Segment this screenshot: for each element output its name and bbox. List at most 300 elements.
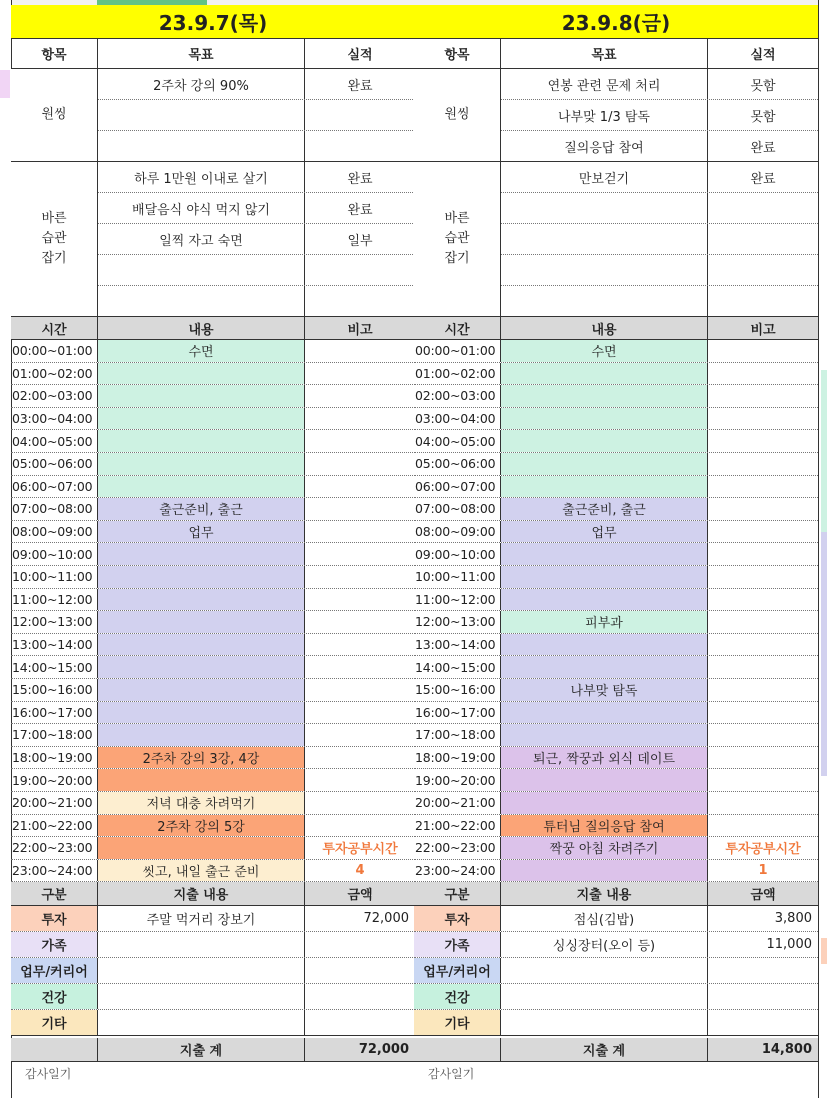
schedule-note-cell[interactable] <box>305 476 415 498</box>
header-goal[interactable]: 목표 <box>501 38 708 68</box>
schedule-content-cell[interactable] <box>501 453 708 475</box>
schedule-content-cell[interactable]: 2주차 강의 3강, 4강 <box>98 747 305 769</box>
time-cell[interactable]: 21:00~22:00 <box>414 815 501 837</box>
schedule-row <box>414 521 818 544</box>
schedule-content-cell[interactable] <box>501 589 708 611</box>
schedule-note-cell[interactable] <box>708 521 818 543</box>
schedule-row <box>11 815 415 838</box>
result-cell[interactable]: 못함 <box>750 78 776 94</box>
schedule-note-cell[interactable] <box>708 408 818 430</box>
result-cell[interactable] <box>305 100 415 130</box>
time-cell[interactable]: 01:00~02:00 <box>414 363 501 385</box>
time-cell[interactable]: 22:00~23:00 <box>11 837 98 859</box>
time-cell[interactable]: 17:00~18:00 <box>11 724 98 746</box>
schedule-row <box>414 589 818 612</box>
schedule-row <box>414 815 818 838</box>
schedule-content-cell[interactable] <box>98 702 305 724</box>
goal-category-label: 바른 습관 잡기 <box>41 211 67 266</box>
expense-category-cell[interactable]: 기타 <box>414 1010 501 1035</box>
schedule-content-cell[interactable]: 출근준비, 출근 <box>98 498 305 520</box>
schedule-content-cell[interactable] <box>501 634 708 656</box>
total-amount[interactable]: 72,000 <box>358 1042 409 1057</box>
schedule-content-cell[interactable] <box>98 769 305 791</box>
schedule-content-cell[interactable] <box>501 476 708 498</box>
schedule-content-cell[interactable] <box>501 543 708 565</box>
schedule-row <box>11 430 415 453</box>
schedule-note-cell[interactable] <box>305 656 415 678</box>
expense-amount-cell[interactable] <box>305 1010 415 1035</box>
schedule-content-cell[interactable] <box>501 363 708 385</box>
header-time[interactable]: 시간 <box>414 317 501 339</box>
time-cell[interactable]: 18:00~19:00 <box>11 747 98 769</box>
total-row <box>11 1038 415 1062</box>
header-item[interactable]: 항목 <box>11 38 98 68</box>
goal-cell[interactable]: 질의응답 참여 <box>501 131 708 161</box>
expense-amount-cell[interactable] <box>305 984 415 1009</box>
schedule-row <box>11 611 415 634</box>
expense-amount-cell[interactable]: 3,800 <box>774 911 812 926</box>
schedule-note-cell[interactable] <box>305 363 415 385</box>
schedule-content-cell[interactable] <box>98 430 305 452</box>
time-cell[interactable]: 12:00~13:00 <box>414 611 501 633</box>
time-cell[interactable]: 02:00~03:00 <box>414 385 501 407</box>
schedule-note-cell[interactable] <box>305 634 415 656</box>
schedule-content-cell[interactable] <box>98 724 305 746</box>
total-blank[interactable] <box>414 1038 501 1061</box>
expense-amount-cell[interactable]: 11,000 <box>766 937 812 952</box>
schedule-row <box>414 724 818 747</box>
goal-cell[interactable]: 연봉 관련 문제 처리 <box>501 69 708 99</box>
expense-category-cell[interactable]: 건강 <box>11 984 98 1009</box>
expense-content-cell[interactable] <box>98 958 305 983</box>
schedule-note-cell[interactable] <box>708 566 818 588</box>
goal-header-row <box>414 38 818 69</box>
schedule-note-cell[interactable] <box>708 453 818 475</box>
goal-category-0[interactable] <box>414 69 501 162</box>
time-cell[interactable]: 23:00~24:00 <box>414 860 501 882</box>
expense-category-cell[interactable]: 업무/커리어 <box>11 958 98 983</box>
result-cell[interactable]: 완료 <box>347 171 373 187</box>
schedule-content-cell[interactable] <box>501 408 708 430</box>
schedule-note-cell[interactable] <box>708 634 818 656</box>
expense-row <box>414 932 818 958</box>
expense-row <box>11 906 415 932</box>
expense-category-cell[interactable]: 투자 <box>11 906 98 931</box>
time-cell[interactable]: 04:00~05:00 <box>414 430 501 452</box>
goal-cell[interactable] <box>501 286 708 316</box>
result-cell[interactable]: 완료 <box>750 140 776 156</box>
schedule-note-cell[interactable] <box>305 679 415 701</box>
schedule-row <box>414 611 818 634</box>
expense-content-cell[interactable] <box>501 984 708 1009</box>
header-note[interactable]: 비고 <box>347 322 373 338</box>
schedule-row <box>11 656 415 679</box>
schedule-note-cell[interactable] <box>708 611 818 633</box>
result-cell[interactable]: 완료 <box>347 78 373 94</box>
schedule-note-cell[interactable] <box>305 769 415 791</box>
goal-cell[interactable] <box>501 255 708 285</box>
expense-content-cell[interactable] <box>98 1010 305 1035</box>
schedule-row <box>414 634 818 657</box>
schedule-content-cell[interactable] <box>98 589 305 611</box>
time-cell[interactable]: 22:00~23:00 <box>414 837 501 859</box>
goal-header-row <box>11 38 415 69</box>
date-header[interactable]: 23.9.8(금) <box>414 5 818 39</box>
right-edge-column <box>818 0 827 1098</box>
time-cell[interactable]: 00:00~01:00 <box>11 340 98 362</box>
schedule-header-row <box>11 317 415 340</box>
schedule-content-cell[interactable]: 짝꿍 아침 차려주기 <box>501 837 708 859</box>
schedule-row <box>11 860 415 883</box>
schedule-note-cell[interactable] <box>305 747 415 769</box>
expense-category-cell[interactable]: 가족 <box>414 932 501 957</box>
schedule-row <box>414 566 818 589</box>
expense-header-row <box>414 882 818 906</box>
schedule-row <box>11 769 415 792</box>
expense-category-cell[interactable]: 업무/커리어 <box>414 958 501 983</box>
total-label[interactable]: 지출 계 <box>98 1038 305 1061</box>
schedule-row <box>11 498 415 521</box>
expense-row <box>414 984 818 1010</box>
goal-category-1[interactable] <box>11 162 98 317</box>
schedule-content-cell[interactable] <box>501 724 708 746</box>
date-header[interactable]: 23.9.7(목) <box>11 5 415 39</box>
time-cell[interactable]: 04:00~05:00 <box>11 430 98 452</box>
expense-content-cell[interactable]: 점심(김밥) <box>501 906 708 931</box>
schedule-content-cell[interactable]: 업무 <box>98 521 305 543</box>
schedule-row <box>11 679 415 702</box>
next-day-strip <box>821 370 827 532</box>
schedule-content-cell[interactable]: 나부맞 탐독 <box>501 679 708 701</box>
result-cell[interactable]: 완료 <box>750 171 776 187</box>
schedule-note-cell[interactable] <box>708 679 818 701</box>
goal-cell[interactable] <box>501 193 708 223</box>
total-amount[interactable]: 14,800 <box>761 1042 812 1057</box>
schedule-note-cell[interactable] <box>305 611 415 633</box>
result-cell[interactable] <box>708 286 818 316</box>
schedule-note-cell[interactable]: 4 <box>355 863 365 879</box>
expense-category-cell[interactable]: 가족 <box>11 932 98 957</box>
time-cell[interactable]: 11:00~12:00 <box>11 589 98 611</box>
goal-cell[interactable]: 만보걷기 <box>501 162 708 192</box>
schedule-row <box>414 453 818 476</box>
schedule-note-cell[interactable] <box>708 769 818 791</box>
expense-header-row <box>11 882 415 906</box>
schedule-note-cell[interactable] <box>305 385 415 407</box>
time-cell[interactable]: 07:00~08:00 <box>414 498 501 520</box>
schedule-content-cell[interactable] <box>98 566 305 588</box>
expense-category-cell[interactable]: 건강 <box>414 984 501 1009</box>
schedule-row <box>414 408 818 431</box>
goal-category-1[interactable] <box>414 162 501 317</box>
goal-cell[interactable]: 하루 1만원 이내로 살기 <box>98 162 305 192</box>
time-cell[interactable]: 20:00~21:00 <box>11 792 98 814</box>
schedule-content-cell[interactable] <box>501 656 708 678</box>
schedule-row <box>414 702 818 725</box>
time-cell[interactable]: 05:00~06:00 <box>11 453 98 475</box>
header-amount[interactable]: 금액 <box>347 888 373 903</box>
total-label[interactable]: 지출 계 <box>501 1038 708 1061</box>
time-cell[interactable]: 01:00~02:00 <box>11 363 98 385</box>
schedule-row <box>11 837 415 860</box>
schedule-row <box>414 385 818 408</box>
time-cell[interactable]: 16:00~17:00 <box>11 702 98 724</box>
header-time[interactable]: 시간 <box>11 317 98 339</box>
time-cell[interactable]: 02:00~03:00 <box>11 385 98 407</box>
expense-amount-cell[interactable] <box>305 932 415 957</box>
schedule-note-cell[interactable] <box>305 792 415 814</box>
expense-row <box>11 958 415 984</box>
schedule-note-cell[interactable] <box>708 498 818 520</box>
left-edge-cell <box>0 70 10 98</box>
schedule-content-cell[interactable] <box>501 769 708 791</box>
goal-cell[interactable] <box>501 224 708 254</box>
schedule-note-cell[interactable]: 투자공부시간 <box>322 842 398 858</box>
goal-cell[interactable] <box>98 100 305 130</box>
time-cell[interactable]: 15:00~16:00 <box>414 679 501 701</box>
header-content[interactable]: 내용 <box>501 317 708 339</box>
time-cell[interactable]: 14:00~15:00 <box>414 656 501 678</box>
schedule-note-cell[interactable] <box>305 702 415 724</box>
schedule-row <box>11 634 415 657</box>
time-cell[interactable]: 20:00~21:00 <box>414 792 501 814</box>
header-amount[interactable]: 금액 <box>750 888 776 903</box>
schedule-content-cell[interactable] <box>501 792 708 814</box>
schedule-content-cell[interactable]: 수면 <box>98 340 305 362</box>
total-blank[interactable] <box>11 1038 98 1061</box>
time-cell[interactable]: 03:00~04:00 <box>414 408 501 430</box>
goal-cell[interactable]: 2주차 강의 90% <box>98 69 305 99</box>
time-cell[interactable]: 08:00~09:00 <box>414 521 501 543</box>
time-cell[interactable]: 10:00~11:00 <box>11 566 98 588</box>
schedule-row <box>11 566 415 589</box>
schedule-content-cell[interactable]: 출근준비, 출근 <box>501 498 708 520</box>
time-cell[interactable]: 23:00~24:00 <box>11 860 98 882</box>
header-note[interactable]: 비고 <box>750 322 776 338</box>
schedule-content-cell[interactable]: 저녁 대충 차려먹기 <box>98 792 305 814</box>
schedule-note-cell[interactable] <box>708 430 818 452</box>
time-cell[interactable]: 13:00~14:00 <box>11 634 98 656</box>
expense-row <box>11 932 415 958</box>
time-cell[interactable]: 03:00~04:00 <box>11 408 98 430</box>
time-cell[interactable]: 13:00~14:00 <box>414 634 501 656</box>
goal-category-0[interactable] <box>11 69 98 162</box>
schedule-note-cell[interactable] <box>708 385 818 407</box>
time-cell[interactable]: 21:00~22:00 <box>11 815 98 837</box>
result-cell[interactable] <box>708 255 818 285</box>
schedule-row <box>414 543 818 566</box>
goal-cell[interactable]: 나부맞 1/3 탐독 <box>501 100 708 130</box>
time-cell[interactable]: 18:00~19:00 <box>414 747 501 769</box>
expense-row <box>11 984 415 1010</box>
schedule-note-cell[interactable] <box>708 724 818 746</box>
day-sheet-friday <box>414 5 818 1098</box>
result-cell[interactable]: 일부 <box>347 233 373 249</box>
time-cell[interactable]: 06:00~07:00 <box>11 476 98 498</box>
schedule-note-cell[interactable] <box>708 656 818 678</box>
expense-amount-cell[interactable] <box>305 958 415 983</box>
expense-content-cell[interactable] <box>501 958 708 983</box>
schedule-content-cell[interactable]: 퇴근, 짝꿍과 외식 데이트 <box>501 747 708 769</box>
schedule-content-cell[interactable] <box>98 363 305 385</box>
schedule-row <box>11 340 415 363</box>
schedule-content-cell[interactable] <box>98 453 305 475</box>
schedule-row <box>11 589 415 612</box>
expense-content-cell[interactable]: 싱싱장터(오이 등) <box>501 932 708 957</box>
expense-amount-cell[interactable]: 72,000 <box>363 911 409 926</box>
schedule-note-cell[interactable] <box>305 340 415 362</box>
schedule-content-cell[interactable]: 씻고, 내일 출근 준비 <box>98 860 305 882</box>
schedule-note-cell[interactable] <box>305 589 415 611</box>
schedule-note-cell[interactable] <box>305 408 415 430</box>
schedule-note-cell[interactable]: 투자공부시간 <box>725 842 801 858</box>
schedule-note-cell[interactable] <box>305 815 415 837</box>
next-day-strip <box>821 938 827 964</box>
expense-amount-cell[interactable] <box>708 1010 818 1035</box>
time-cell[interactable]: 09:00~10:00 <box>414 543 501 565</box>
schedule-note-cell[interactable] <box>708 476 818 498</box>
schedule-note-cell[interactable] <box>708 815 818 837</box>
schedule-row <box>414 860 818 883</box>
day-sheet-thursday <box>11 5 415 1098</box>
time-cell[interactable]: 16:00~17:00 <box>414 702 501 724</box>
header-result[interactable]: 실적 <box>750 47 776 63</box>
schedule-content-cell[interactable] <box>501 385 708 407</box>
schedule-content-cell[interactable] <box>501 566 708 588</box>
schedule-content-cell[interactable] <box>98 476 305 498</box>
time-cell[interactable]: 12:00~13:00 <box>11 611 98 633</box>
schedule-content-cell[interactable] <box>98 385 305 407</box>
schedule-content-cell[interactable]: 튜터님 질의응답 참여 <box>501 815 708 837</box>
schedule-note-cell[interactable] <box>708 543 818 565</box>
schedule-content-cell[interactable] <box>98 408 305 430</box>
schedule-note-cell[interactable] <box>305 543 415 565</box>
schedule-row <box>11 543 415 566</box>
header-content[interactable]: 내용 <box>98 317 305 339</box>
expense-content-cell[interactable] <box>501 1010 708 1035</box>
schedule-note-cell[interactable] <box>305 724 415 746</box>
schedule-note-cell[interactable] <box>708 340 818 362</box>
expense-content-cell[interactable]: 주말 먹거리 장보기 <box>98 906 305 931</box>
gratitude-journal-label: 감사일기 <box>428 1067 475 1081</box>
time-cell[interactable]: 00:00~01:00 <box>414 340 501 362</box>
schedule-note-cell[interactable] <box>708 792 818 814</box>
header-category[interactable]: 구분 <box>414 882 501 905</box>
schedule-row <box>414 656 818 679</box>
expense-category-cell[interactable]: 투자 <box>414 906 501 931</box>
result-cell[interactable] <box>305 131 415 161</box>
schedule-note-cell[interactable] <box>708 747 818 769</box>
expense-content-cell[interactable] <box>98 932 305 957</box>
schedule-note-cell[interactable] <box>708 702 818 724</box>
time-cell[interactable]: 09:00~10:00 <box>11 543 98 565</box>
goal-cell[interactable] <box>98 131 305 161</box>
schedule-content-cell[interactable] <box>98 656 305 678</box>
schedule-row <box>11 408 415 431</box>
time-cell[interactable]: 10:00~11:00 <box>414 566 501 588</box>
schedule-content-cell[interactable]: 2주차 강의 5강 <box>98 815 305 837</box>
goal-category-label: 원씽 <box>444 107 470 122</box>
header-expense-content[interactable]: 지출 내용 <box>501 882 708 905</box>
expense-content-cell[interactable] <box>98 984 305 1009</box>
expense-category-cell[interactable]: 기타 <box>11 1010 98 1035</box>
schedule-note-cell[interactable] <box>708 363 818 385</box>
time-cell[interactable]: 08:00~09:00 <box>11 521 98 543</box>
goal-cell[interactable] <box>98 286 305 316</box>
schedule-content-cell[interactable] <box>501 430 708 452</box>
schedule-content-cell[interactable] <box>98 543 305 565</box>
time-cell[interactable]: 19:00~20:00 <box>11 769 98 791</box>
goal-category-label: 원씽 <box>41 107 67 122</box>
time-cell[interactable]: 14:00~15:00 <box>11 656 98 678</box>
schedule-note-cell[interactable]: 1 <box>758 863 768 879</box>
goal-cell[interactable] <box>98 255 305 285</box>
schedule-content-cell[interactable] <box>98 611 305 633</box>
schedule-row <box>11 385 415 408</box>
header-category[interactable]: 구분 <box>11 882 98 905</box>
result-cell[interactable] <box>708 224 818 254</box>
schedule-row <box>414 498 818 521</box>
schedule-note-cell[interactable] <box>305 430 415 452</box>
schedule-content-cell[interactable]: 수면 <box>501 340 708 362</box>
expense-row <box>414 1010 818 1036</box>
time-cell[interactable]: 06:00~07:00 <box>414 476 501 498</box>
result-cell[interactable]: 못함 <box>750 109 776 125</box>
header-item[interactable]: 항목 <box>414 38 501 68</box>
goal-cell[interactable]: 배달음식 야식 먹지 않기 <box>98 193 305 223</box>
schedule-content-cell[interactable]: 업무 <box>501 521 708 543</box>
schedule-note-cell[interactable] <box>305 498 415 520</box>
expense-row <box>414 958 818 984</box>
time-cell[interactable]: 17:00~18:00 <box>414 724 501 746</box>
schedule-note-cell[interactable] <box>305 566 415 588</box>
schedule-note-cell[interactable] <box>708 589 818 611</box>
schedule-content-cell[interactable] <box>501 702 708 724</box>
schedule-row <box>414 747 818 770</box>
schedule-content-cell[interactable] <box>501 860 708 882</box>
header-expense-content[interactable]: 지출 내용 <box>98 882 305 905</box>
goal-cell[interactable]: 일찍 자고 숙면 <box>98 224 305 254</box>
header-goal[interactable]: 목표 <box>98 38 305 68</box>
goal-category-label: 바른 습관 잡기 <box>444 211 470 266</box>
schedule-row <box>11 702 415 725</box>
schedule-row <box>11 521 415 544</box>
schedule-note-cell[interactable] <box>305 453 415 475</box>
next-day-strip <box>821 532 827 776</box>
result-cell[interactable]: 완료 <box>347 202 373 218</box>
schedule-note-cell[interactable] <box>305 521 415 543</box>
schedule-row <box>11 476 415 499</box>
schedule-content-cell[interactable] <box>98 679 305 701</box>
schedule-content-cell[interactable] <box>98 634 305 656</box>
result-cell[interactable] <box>708 193 818 223</box>
time-cell[interactable]: 07:00~08:00 <box>11 498 98 520</box>
time-cell[interactable]: 19:00~20:00 <box>414 769 501 791</box>
header-result[interactable]: 실적 <box>347 47 373 63</box>
schedule-row <box>414 769 818 792</box>
time-cell[interactable]: 11:00~12:00 <box>414 589 501 611</box>
expense-amount-cell[interactable] <box>708 984 818 1009</box>
result-cell[interactable] <box>305 255 415 285</box>
time-cell[interactable]: 05:00~06:00 <box>414 453 501 475</box>
schedule-content-cell[interactable]: 피부과 <box>501 611 708 633</box>
schedule-row <box>11 724 415 747</box>
result-cell[interactable] <box>305 286 415 316</box>
schedule-row <box>11 363 415 386</box>
time-cell[interactable]: 15:00~16:00 <box>11 679 98 701</box>
expense-amount-cell[interactable] <box>708 958 818 983</box>
schedule-content-cell[interactable] <box>98 837 305 859</box>
